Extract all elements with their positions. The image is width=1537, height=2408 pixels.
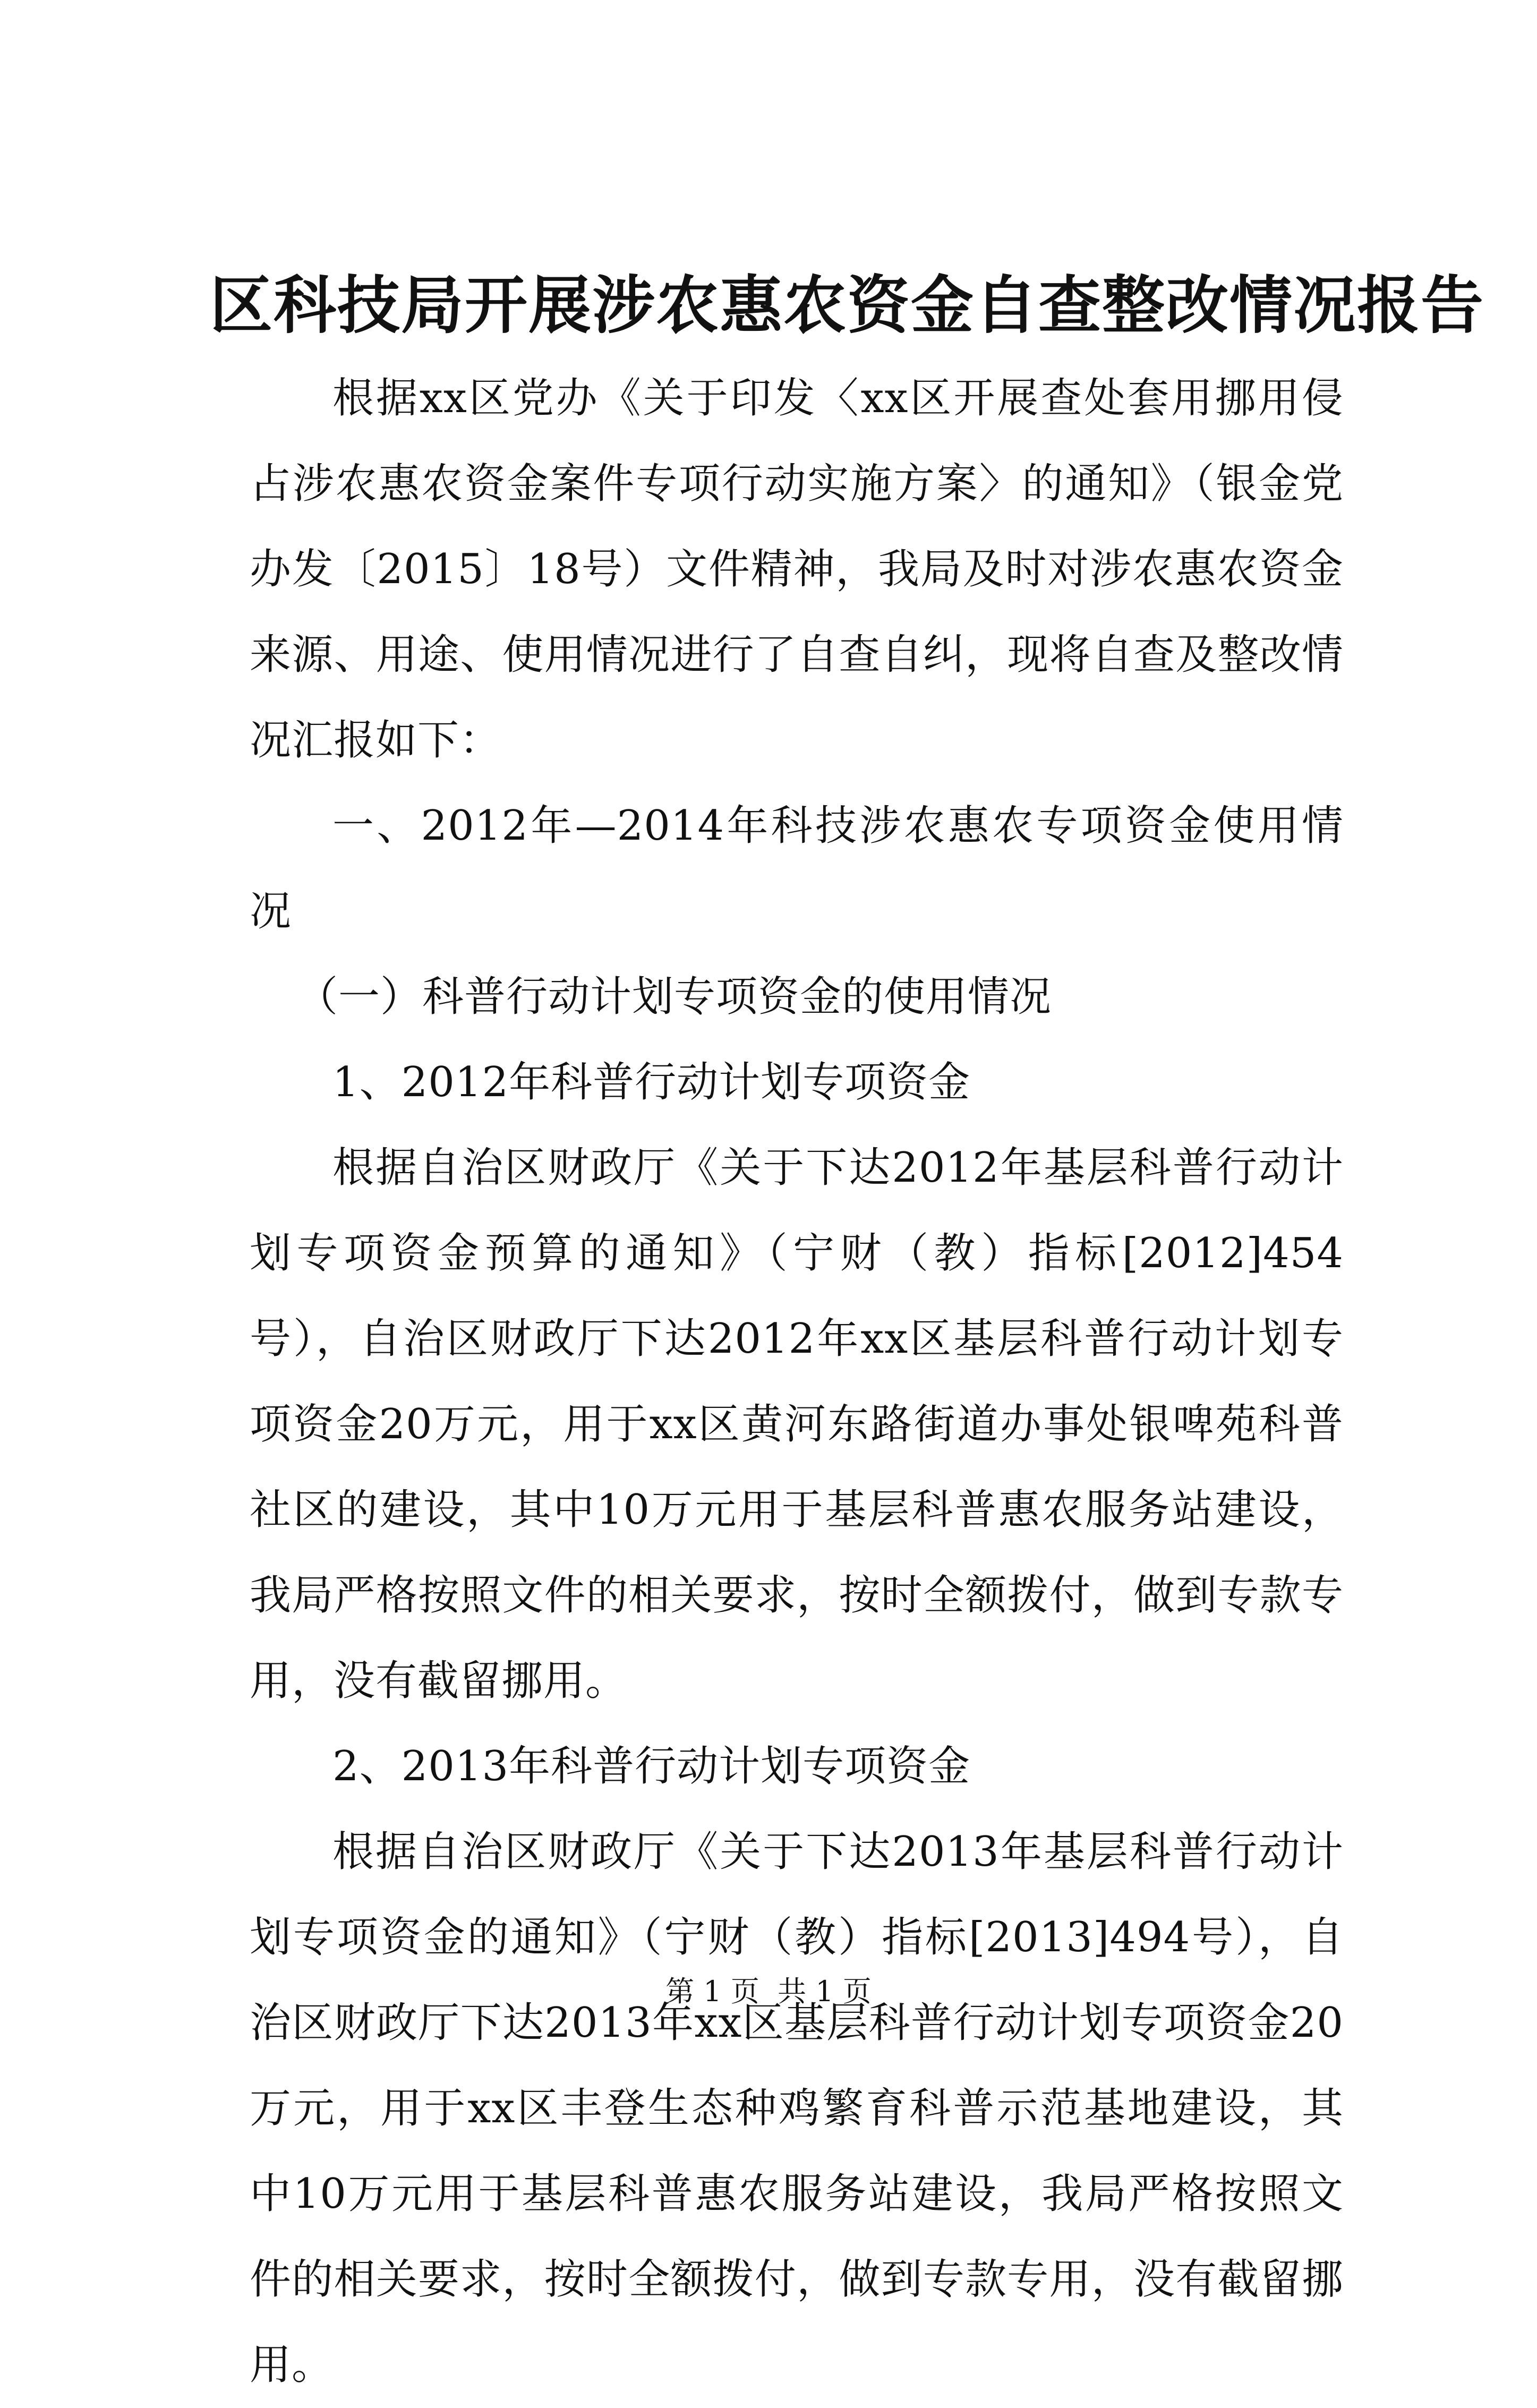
document-title: 区科技局开展涉农惠农资金自查整改情况报告	[210, 268, 1485, 342]
subsection-heading-1: （一）科普行动计划专项资金的使用情况	[296, 973, 1052, 1021]
intro-paragraph: 根据xx区党办《关于印发〈xx区开展查处套用挪用侵占涉农惠农资金案件专项行动实施方案〉的通知》（银金党办发〔2015〕18号）文件精神，我局及时对涉农惠农资金来源、用途、使用情况进行了自查自纠，现将自查及整改情况汇报如下：	[250, 374, 1344, 764]
section-heading-1: 一、2012年—2014年科技涉农惠农专项资金使用情况	[250, 802, 1344, 935]
paragraph-2012-funds: 根据自治区财政厅《关于下达2012年基层科普行动计划专项资金预算的通知》（宁财（教）指标[2012]454号），自治区财政厅下达2012年xx区基层科普行动计划专项资金20万元，用于xx区黄河东路街道办事处银啤苑科普社区的建设，其中10万元用于基层科普惠农服务站建设，我局严格按照文件的相关要求，按时全额拨付，做到专款专用，没有截留挪用。	[250, 1144, 1344, 1705]
item-heading-2012: 1、2012年科普行动计划专项资金	[332, 1058, 971, 1106]
document-body	[250, 356, 1344, 2408]
item-heading-2013: 2、2013年科普行动计划专项资金	[332, 1743, 971, 1790]
paragraph-2013-funds: 根据自治区财政厅《关于下达2013年基层科普行动计划专项资金的通知》（宁财（教）指标[2013]494号），自治区财政厅下达2013年xx区基层科普行动计划专项资金20万元，用于xx区丰登生态种鸡繁育科普示范基地建设，其中10万元用于基层科普惠农服务站建设，我局严格按照文件的相关要求，按时全额拨付，做到专款专用，没有截留挪用。	[250, 1828, 1344, 2389]
page-number-footer: 第 1 页 共 1 页	[665, 1975, 872, 2008]
